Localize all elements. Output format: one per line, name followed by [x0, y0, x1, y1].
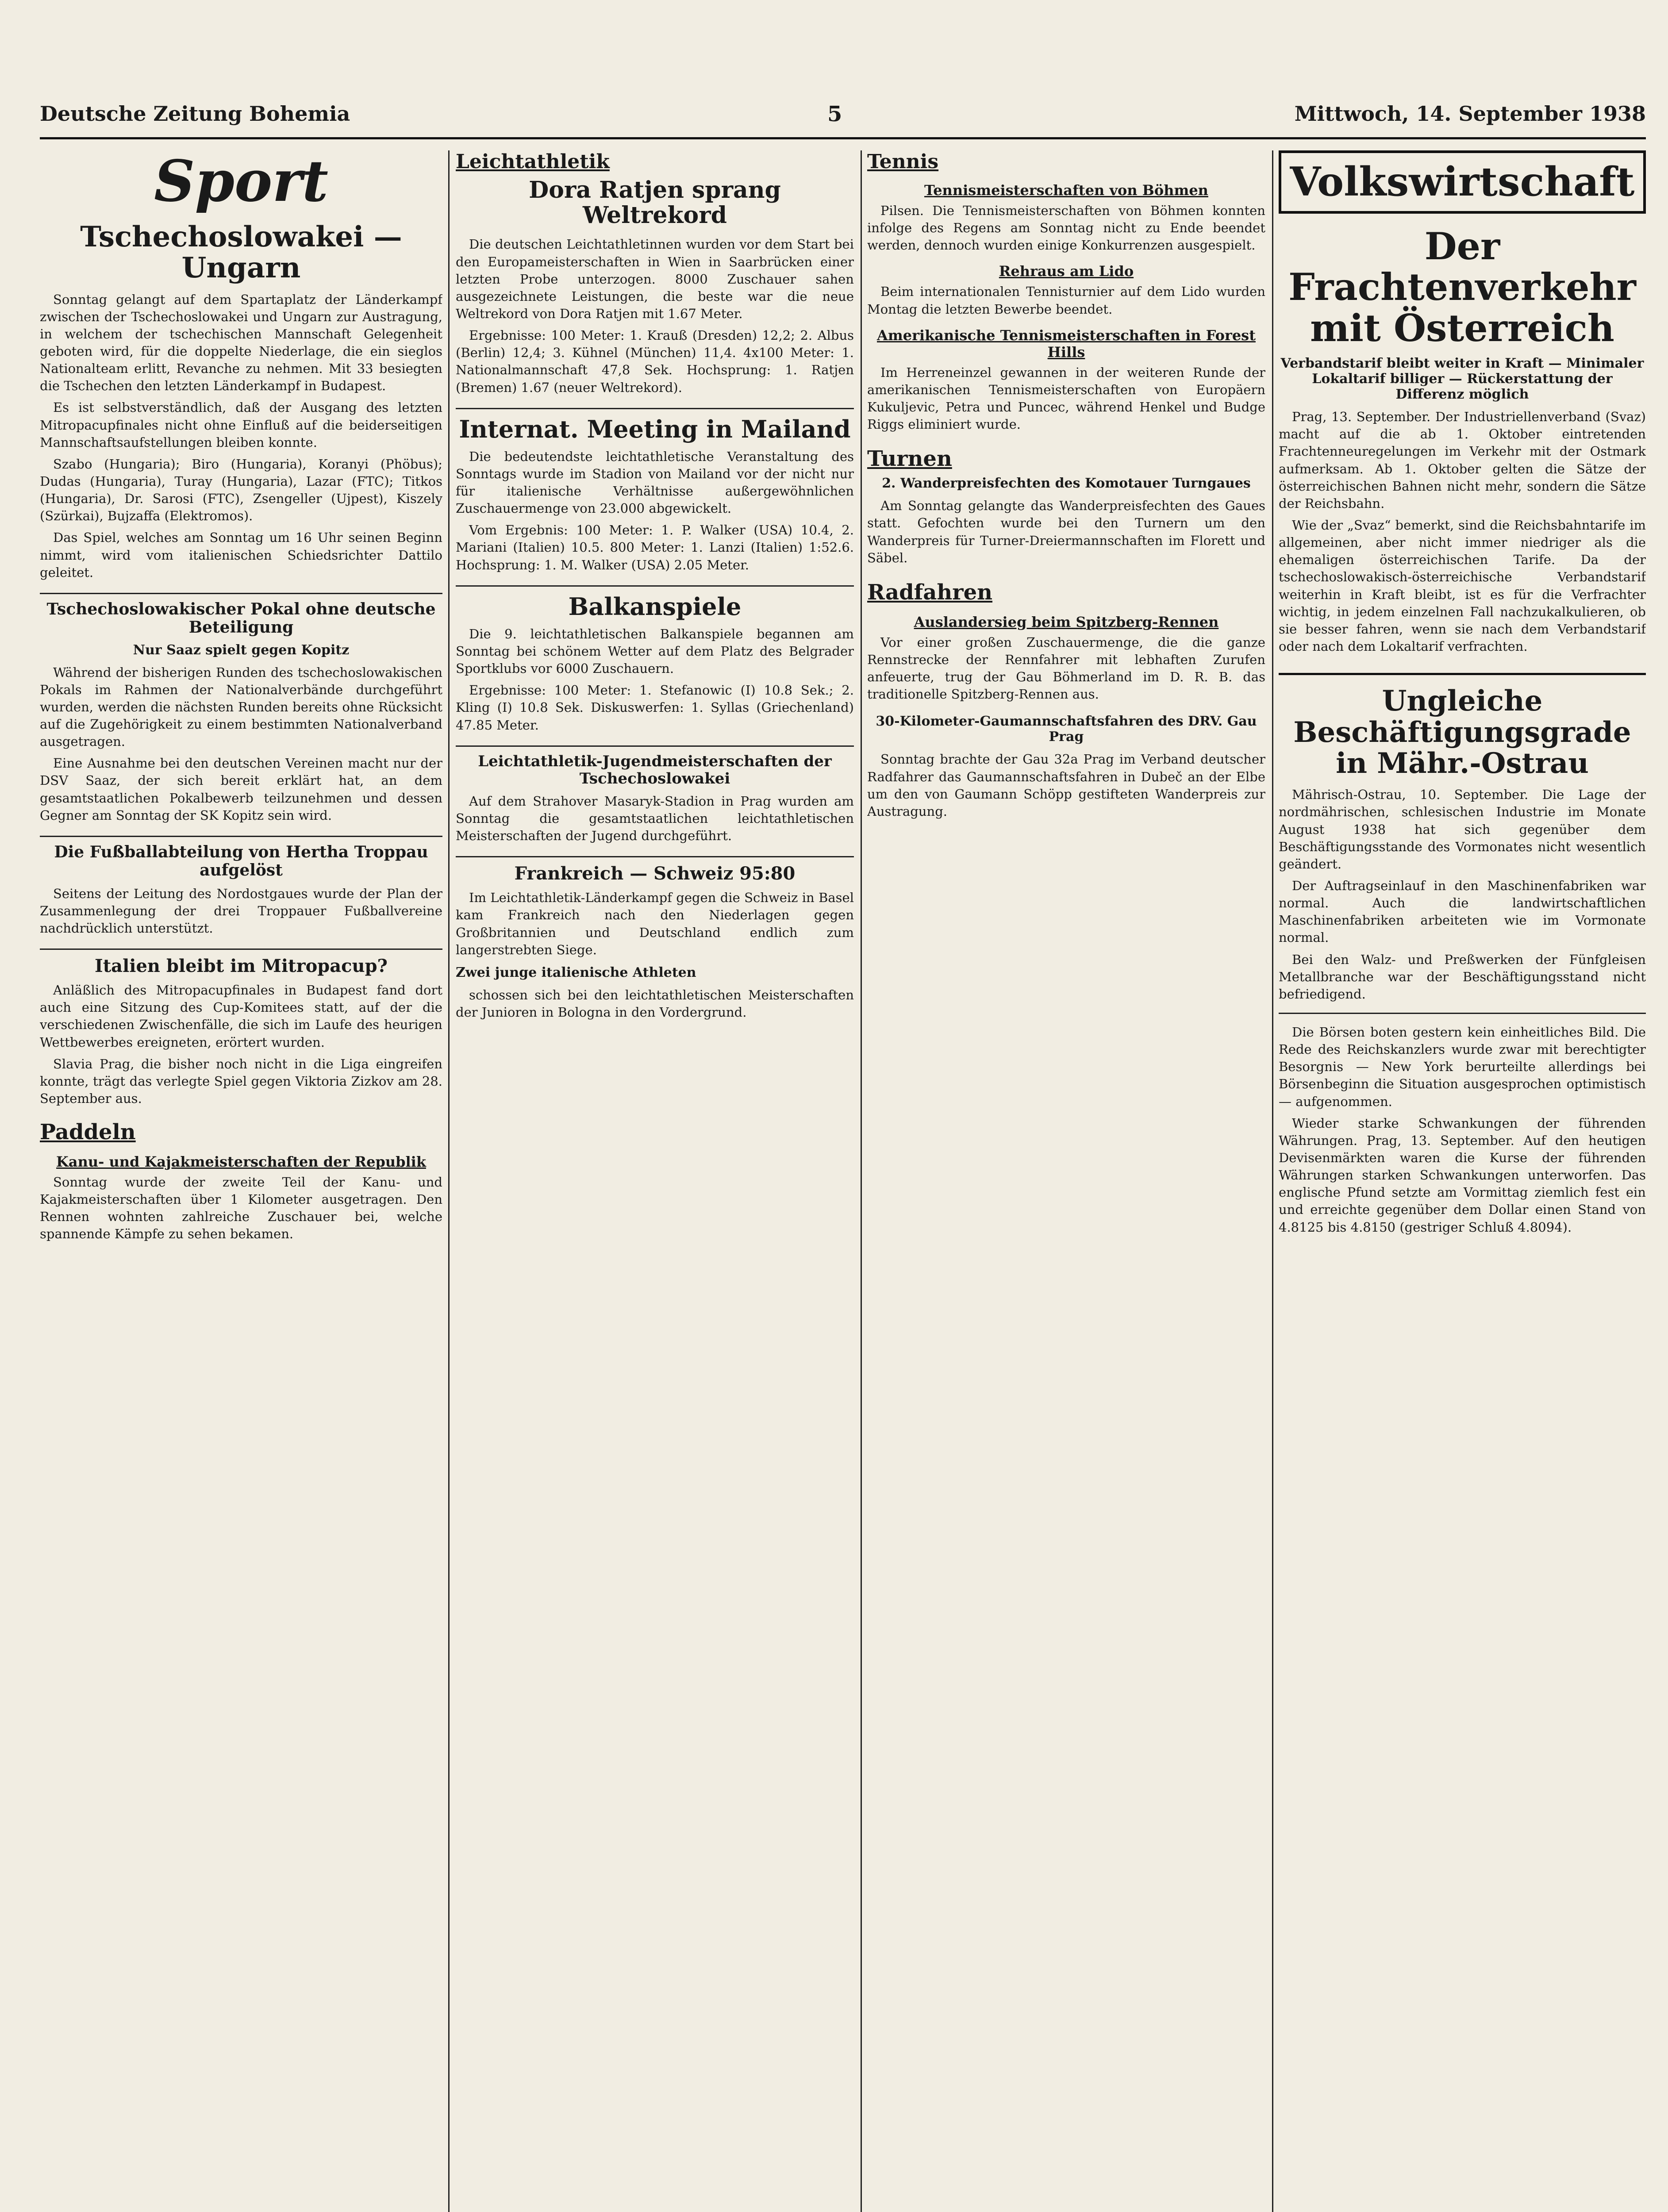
article-paragraph: Auf dem Strahover Masaryk-Stadion in Prag wurden am Sonntag die gesamtstaatlichen leichtathletischen Meisterschaften der Jugend durchgeführt. — [456, 793, 854, 844]
article-subheading: Nur Saaz spielt gegen Kopitz — [133, 642, 350, 658]
article-paragraph: Im Herreneinzel gewannen in der weiteren Runde der amerikanischen Tennismeisterschaften von Europäern Kukuljevic, Petra und Puncec, während Henkel und Budge Riggs eliminiert wurde. — [867, 365, 1265, 432]
article-heading: Balkanspiele — [456, 585, 854, 620]
column-tennis — [867, 150, 1265, 2212]
article-paragraph: Beim internationalen Tennisturnier auf dem Lido wurden Montag die letzten Bewerbe beendet. — [867, 284, 1265, 317]
article-heading: Frankreich — Schweiz 95:80 — [456, 856, 854, 884]
article-paragraph: Vor einer großen Zuschauermenge, die die ganze Rennstrecke der Rennfahrer mit lebhaften Zurufen anfeuerte, trug der Gau Böhmerland im D. R. B. das traditionelle Spitzberg-Rennen aus. — [867, 634, 1265, 702]
headline: Dora Ratjen sprang Weltrekord — [529, 177, 781, 229]
headline: Ungleiche Beschäftigungsgrade in Mähr.-Ostrau — [1279, 673, 1646, 779]
article-paragraph: Der Auftragseinlauf in den Maschinenfabriken war normal. Auch die landwirtschaftlichen Maschinenfabriken arbeiteten wie im Vormonate normal. — [1279, 878, 1646, 945]
date-line: Mittwoch, 14. September 1938 — [1294, 102, 1646, 126]
article-paragraph: schossen sich bei den leichtathletischen Meisterschaften der Junioren in Bologna in den Vordergrund. — [456, 987, 854, 1020]
article-paragraph: Eine Ausnahme bei den deutschen Vereinen macht nur der DSV Saaz, der sich bereit erklärt hat, an dem gesamtstaatlichen Pokalbewerb teilzunehmen und dessen Gegner am Sonntag der SK Kopitz sein wird. — [40, 756, 442, 823]
column-rule — [861, 150, 862, 2212]
section-rubric: Radfahren — [867, 580, 993, 605]
article-paragraph: Sonntag wurde der zweite Teil der Kanu- und Kajakmeisterschaften über 1 Kilometer ausgetragen. Den Rennen wohnten zahlreiche Zuschauer bei, welche spannende Kämpfe zu sehen bekamen. — [40, 1175, 442, 1242]
article-paragraph: Ergebnisse: 100 Meter: 1. Stefanowic (I) 10.8 Sek.; 2. Kling (I) 10.8 Sek. Diskuswerfen: 1. Syllas (Griechenland) 47.85 Meter. — [456, 683, 854, 733]
article-paragraph: Die Börsen boten gestern kein einheitliches Bild. Die Rede des Reichskanzlers wurde zwar mit berechtigter Besorgnis — New York berurteilte allerdings bei Börsenbeginn die Situation ausgesprochen optimistisch — aufgenommen. — [1279, 1025, 1646, 1109]
article-paragraph: Prag, 13. September. Der Industriellenverband (Svaz) macht auf die ab 1. Oktober eintretenden Frachtenneuregelungen im Verkehr mit der Ostmark aufmerksam. Ab 1. Oktober gelten die Sätze der österreichischen Bahnen nicht mehr, sondern die Sätze der Reichsbahn. — [1279, 409, 1646, 511]
article-paragraph: Es ist selbstverständlich, daß der Ausgang des letzten Mitropacupfinales nicht ohne Einfluß auf die beiderseitigen Mannschaftsaufstellungen bleiben konnte. — [40, 400, 442, 450]
article-paragraph: Bei den Walz- und Preßwerken der Fünfgleisen Metallbranche war der Beschäftigungsstand nicht befriedigend. — [1279, 952, 1646, 1002]
article-paragraph: Während der bisherigen Runden des tschechoslowakischen Pokals im Rahmen der Nationalverbände durchgeführt wurden, werden die nächsten Runden bereits ohne Rücksicht auf die Zugehörigkeit zu einem bestimmten Nationalverband ausgetragen. — [40, 664, 442, 749]
article-heading: Auslandersieg beim Spitzberg-Rennen — [914, 613, 1219, 630]
section-rubric: Paddeln — [40, 1120, 136, 1145]
section-rubric: Sport — [154, 150, 328, 215]
article-heading: Kanu- und Kajakmeisterschaften der Republik — [56, 1153, 426, 1171]
newspaper-page — [40, 88, 1646, 2212]
column-rule — [1272, 150, 1273, 2212]
article-subheading: Verbandstarif bleibt weiter in Kraft — Minimaler Lokaltarif billiger — Rückerstattung der Differenz möglich — [1280, 356, 1644, 403]
section-rubric: Leichtathletik — [456, 150, 610, 173]
column-rule — [448, 150, 450, 2212]
article-heading: Rehraus am Lido — [999, 263, 1134, 280]
article-paragraph: Mährisch-Ostrau, 10. September. Die Lage der nordmährischen, schlesischen Industrie im Monate August 1938 hat sich gegenüber dem Beschäftigungsstande des Vormonates nicht wesentlich geändert. — [1279, 787, 1646, 872]
article-paragraph: Wie der „Svaz“ bemerkt, sind die Reichsbahntarife im allgemeinen, aber nicht immer niedriger als die ehemaligen österreichischen Tarife. Da der tschechoslowakisch-österreichische Verbandstarif weiterhin in Kraft bleibt, ist es für die Verfrachter wichtig, in jedem einzelnen Fall nachzukalkulieren, ob sie besser fahren, wenn sie nach dem Verbandstarif oder nach dem Lokaltarif verfrachten. — [1279, 518, 1646, 654]
section-divider — [1279, 1013, 1646, 1014]
page-header — [40, 88, 1646, 139]
article-paragraph: Anläßlich des Mitropacupfinales in Budapest fand dort auch eine Sitzung des Cup-Komitees statt, auf der die verschiedenen Zwischenfälle, die sich im Laufe des heurigen Wettbewerbes ereigneten, erörtert wurden. — [40, 983, 442, 1050]
section-rubric: Tennis — [867, 150, 939, 173]
article-paragraph: Die deutschen Leichtathletinnen wurden vor dem Start bei den Europameisterschaften in Wien in Saarbrücken einer letzten Probe unterzogen. 8000 Zuschauer sahen ausgezeichnete Leistungen, die beste war die neue Weltrekord von Dora Ratjen mit 1.67 Meter. — [456, 237, 854, 321]
article-paragraph: Am Sonntag gelangte das Wanderpreisfechten des Gaues statt. Gefochten wurde bei den Turnern um den Wanderpreis für Turner-Dreiermannschaften im Florett und Säbel. — [867, 498, 1265, 565]
headline: Der Frachtenverkehr mit Österreich — [1288, 224, 1636, 350]
section-rubric: Volkswirtschaft — [1279, 150, 1646, 214]
article-paragraph: Szabo (Hungaria); Biro (Hungaria), Koranyi (Phöbus); Dudas (Hungaria), Turay (Hungaria), Lazar (FTC); Titkos (Hungaria), Dr. Sarosi (FTC), Zsengeller (Ujpest), Kiszely (Szürkai), Bujzaffa (Elektromos). — [40, 456, 442, 524]
article-subheading: Zwei junge italienische Athleten — [456, 964, 696, 980]
article-paragraph: Sonntag brachte der Gau 32a Prag im Verband deutscher Radfahrer das Gaumannschaftsfahren in Dubeč an der Elbe um den von Gaumann Schöpp gestifteten Wanderpreis zur Austragung. — [867, 752, 1265, 819]
article-paragraph: Die 9. leichtathletischen Balkanspiele begannen am Sonntag bei schönem Wetter auf dem Platz des Belgrader Sportklubs vor 6000 Zuschauern. — [456, 626, 854, 676]
article-heading: Die Fußballabteilung von Hertha Troppau aufgelöst — [40, 836, 442, 880]
article-paragraph: Die bedeutendste leichtathletische Veranstaltung des Sonntags wurde im Stadion von Mailand vor der nicht nur für italienische Verhältnisse außergewöhnlichen Zuschauermenge von 23.000 abgewickelt. — [456, 449, 854, 516]
article-heading: Amerikanische Tennismeisterschaften in Forest Hills — [877, 326, 1256, 361]
article-paragraph: Wieder starke Schwankungen der führenden Währungen. Prag, 13. September. Auf den heutigen Devisenmärkten waren die Kurse der führenden Währungen starken Schwankungen unterworfen. Das englische Pfund setzte am Vormittag ziemlich fest ein und erreichte gegenüber dem Dollar einen Stand von 4.8125 bis 4.8150 (gestriger Schluß 4.8094). — [1279, 1115, 1646, 1235]
article-paragraph: Sonntag gelangt auf dem Spartaplatz der Länderkampf zwischen der Tschechoslowakei und Ungarn zur Austragung, in welchem der tschechischen Mannschaft Gelegenheit geboten wird, für die doppelte Niederlage, die ein sieglos Nationalteam erlitt, Revanche zu nehmen. Mit 33 besiegten die Tschechen den letzten Länderkampf in Budapest. — [40, 292, 442, 394]
column-volkswirtschaft — [1279, 150, 1646, 2212]
section-rubric: Turnen — [867, 446, 952, 472]
article-heading: Tschechoslowakischer Pokal ohne deutsche Beteiligung — [40, 593, 442, 637]
headline: Tschechoslowakei — Ungarn — [80, 220, 402, 285]
article-paragraph: Vom Ergebnis: 100 Meter: 1. P. Walker (USA) 10.4, 2. Mariani (Italien) 10.5. 800 Meter: 1. Lanzi (Italien) 1:52.6. Hochsprung: 1. M. Walker (USA) 2.05 Meter. — [456, 522, 854, 572]
paper-name: Deutsche Zeitung Bohemia — [40, 102, 350, 126]
article-paragraph: Pilsen. Die Tennismeisterschaften von Böhmen konnten infolge des Regens am Sonntag nicht zu Ende beendet werden, dennoch wurden einige Konkurrenzen ausgespielt. — [867, 203, 1265, 253]
article-paragraph: Seitens der Leitung des Nordostgaues wurde der Plan der Zusammenlegung der drei Troppauer Fußballvereine nachdrücklich unterstützt. — [40, 886, 442, 936]
article-heading: Italien bleibt im Mitropacup? — [40, 949, 442, 976]
article-paragraph: Das Spiel, welches am Sonntag um 16 Uhr seinen Beginn nimmt, wird vom italienischen Schiedsrichter Dattilo geleitet. — [40, 530, 442, 580]
article-paragraph: Slavia Prag, die bisher noch nicht in die Liga eingreifen konnte, trägt das verlegte Spiel gegen Viktoria Zizkov am 28. September aus. — [40, 1056, 442, 1106]
article-heading: Leichtathletik-Jugendmeisterschaften der Tschechoslowakei — [456, 745, 854, 787]
article-heading: Tennismeisterschaften von Böhmen — [924, 182, 1208, 199]
article-heading: Internat. Meeting in Mailand — [456, 408, 854, 443]
page-number: 5 — [827, 102, 842, 127]
article-heading: 30-Kilometer-Gaumannschaftsfahren des DRV. Gau Prag — [876, 714, 1257, 745]
article-paragraph: Ergebnisse: 100 Meter: 1. Krauß (Dresden) 12,2; 2. Albus (Berlin) 12,4; 3. Kühnel (München) 11,4. 4x100 Meter: 1. Nationalmannschaft 47,8 Sek. Hochsprung: 1. Ratjen (Bremen) 1.67 (neuer Weltrekord). — [456, 328, 854, 395]
article-heading: 2. Wanderpreisfechten des Komotauer Turngaues — [882, 476, 1251, 492]
article-paragraph: Im Leichtathletik-Länderkampf gegen die Schweiz in Basel kam Frankreich nach den Niederlagen gegen Großbritannien und Deutschland endlich zum langerstrebten Siege. — [456, 890, 854, 957]
column-sport — [40, 150, 442, 2212]
column-leichtathletik — [456, 150, 854, 2212]
